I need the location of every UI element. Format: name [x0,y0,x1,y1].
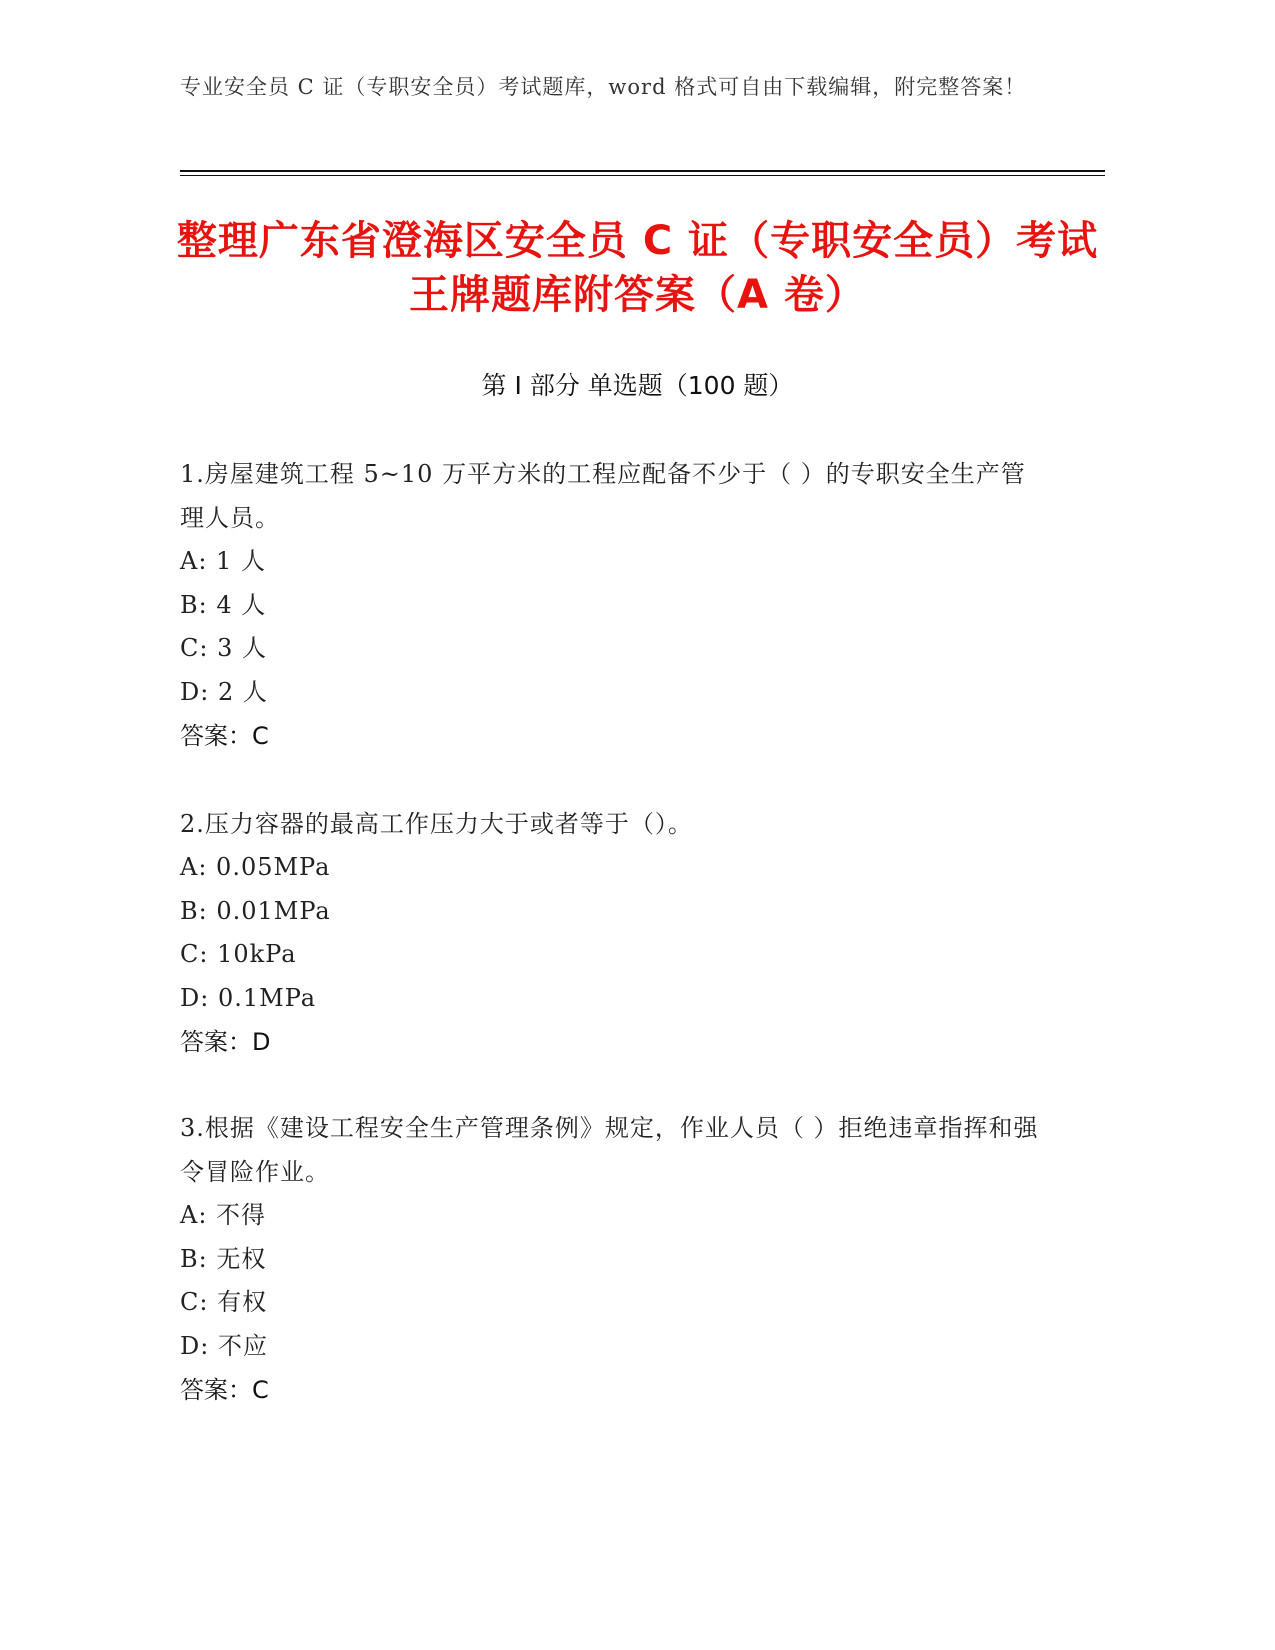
header-rule-thick [180,170,1105,172]
question-2 [180,802,1040,1064]
option-b: B: 4 人 [180,590,267,619]
option-b: B: 无权 [180,1244,267,1273]
section-title: 第 I 部分 单选题（100 题） [481,371,794,400]
option-a: A: 1 人 [180,547,266,575]
question-3 [180,1106,1040,1412]
answer-value: C [252,1376,269,1404]
option-d: D: 不应 [180,1331,268,1360]
answer-line [180,1020,1040,1064]
option-c: C: 有权 [180,1288,268,1316]
answer-prefix: 答案： [180,1028,252,1056]
option-d: D: 2 人 [180,677,268,706]
document-title: 整理广东省澄海区安全员 C 证（专职安全员）考试王牌题库附答案（A 卷） [176,218,1099,318]
header-rule-thin [180,175,1105,176]
option-b: B: 0.01MPa [180,896,331,925]
question-1 [180,452,1040,758]
header-note: 专业安全员 C 证（专职安全员）考试题库，word 格式可自由下载编辑，附完整答案！ [180,75,1027,99]
question-text: 1.房屋建筑工程 5~10 万平方米的工程应配备不少于（ ）的专职安全生产管理人员。 [180,460,1026,532]
answer-prefix: 答案： [180,1376,252,1404]
question-text: 2.压力容器的最高工作压力大于或者等于（）。 [180,810,693,838]
answer-value: D [252,1028,271,1056]
option-a: A: 0.05MPa [180,853,331,881]
option-c: C: 10kPa [180,940,297,968]
option-a: A: 不得 [180,1201,267,1229]
answer-line [180,714,1040,758]
question-text: 3.根据《建设工程安全生产管理条例》规定，作业人员（ ）拒绝违章指挥和强令冒险作业。 [180,1114,1039,1186]
answer-line [180,1368,1040,1412]
answer-value: C [252,722,269,750]
option-d: D: 0.1MPa [180,983,317,1012]
option-c: C: 3 人 [180,634,267,662]
answer-prefix: 答案： [180,722,252,750]
